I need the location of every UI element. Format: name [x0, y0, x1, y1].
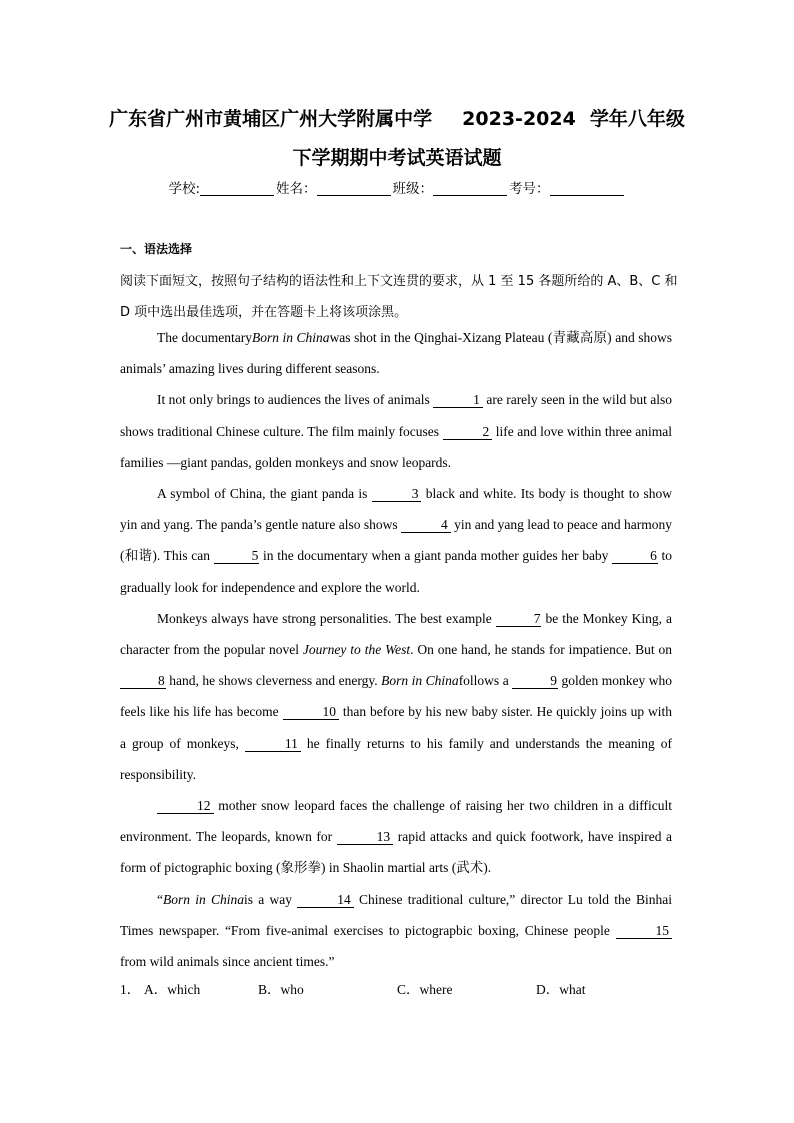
- blank-12: 12: [157, 798, 214, 814]
- option-c[interactable]: C．where: [397, 982, 453, 997]
- school-field[interactable]: [200, 181, 274, 196]
- film-title: Born in China: [381, 673, 459, 689]
- reading-passage: [120, 322, 672, 977]
- title-school: 广东省广州市黄埔区广州大学附属中学: [109, 108, 433, 130]
- blank-4: 4: [401, 517, 451, 533]
- name-field[interactable]: [317, 181, 391, 196]
- option-b[interactable]: B．who: [258, 982, 304, 997]
- blank-2: 2: [443, 424, 493, 440]
- blank-8: 8: [120, 673, 166, 689]
- blank-9: 9: [512, 673, 558, 689]
- blank-3: 3: [372, 486, 422, 502]
- blank-15: 15: [616, 923, 673, 939]
- class-label: 班级：: [392, 181, 434, 197]
- film-title: Born in China: [252, 330, 330, 345]
- exam-title-line2: 下学期期中考试英语试题: [292, 147, 502, 169]
- number-field[interactable]: [550, 181, 624, 196]
- option-d[interactable]: D．what: [536, 982, 586, 997]
- blank-11: 11: [245, 736, 301, 752]
- paragraph-4: Monkeys always have strong personalities. The best example 7 be the Monkey King, a character from the popular novel Journey to the West. On one hand, he stands for impatience. But on 8 hand, he shows cleverness and energy. Born in Chinafollows a 9 golden monkey who feels like his life has become 10 than before by his new baby sister. He quickly joins up with a group of monkeys, 11 he finally returns to his family and understands the meaning of responsibility.: [120, 610, 673, 782]
- section-instruction: 阅读下面短文，按照句子结构的语法性和上下文连贯的要求，从 1 至 15 各题所给的 A、B、C 和 D 项中选出最佳选项，并在答题卡上将该项涂黑。: [120, 274, 678, 320]
- school-label: 学校:: [168, 181, 201, 197]
- title-year: 2023-2024: [462, 108, 576, 130]
- question-number: 1．: [120, 982, 141, 997]
- paragraph-6: “Born in Chinais a way 14 Chinese traditional culture,” director Lu told the Binhai Times newspaper. “From five-animal exercises to pictograpbic boxing, Chinese people 15 from wild animals since ancient times.”: [120, 891, 672, 970]
- blank-13: 13: [337, 829, 394, 845]
- paragraph-3: A symbol of China, the giant panda is 3 black and white. Its body is thought to show yin and yang. The panda’s gentle nature also shows 4 yin and yang lead to peace and harmony (和谐). This can 5 in the documentary when a giant panda mother guides her baby 6 to gradually look for independence and explore the world.: [120, 486, 673, 595]
- blank-1: 1: [433, 392, 483, 408]
- paragraph-1: The documentaryBorn in Chinawas shot in the Qinghai-Xizang Plateau (青藏高原) and shows animals’ amazing lives during different seasons.: [120, 330, 672, 377]
- blank-6: 6: [612, 548, 658, 564]
- blank-10: 10: [283, 704, 340, 720]
- film-title: Born in China: [163, 891, 244, 907]
- student-info-line: [0, 177, 794, 197]
- blank-7: 7: [496, 611, 542, 627]
- novel-title: Journey to the West: [302, 642, 411, 658]
- option-a[interactable]: A．which: [144, 982, 201, 997]
- class-field[interactable]: [433, 181, 507, 196]
- exam-title-line1: [0, 104, 794, 131]
- number-label: 考号：: [509, 181, 550, 197]
- blank-14: 14: [297, 892, 354, 908]
- blank-5: 5: [214, 548, 260, 564]
- section-heading: 一、语法选择: [120, 242, 193, 256]
- paragraph-5: 12 mother snow leopard faces the challenge of raising her two children in a difficult environment. The leopards, known for 13 rapid attacks and quick footwork, have inspired a form of pictographic boxing (象形拳) in Shaolin martial arts (武术).: [120, 798, 673, 876]
- paragraph-2: It not only brings to audiences the lives of animals 1 are rarely seen in the wild but also shows traditional Chinese culture. The film mainly focuses 2 life and love within three animal families —giant pandas, golden monkeys and snow leopards.: [120, 392, 673, 470]
- title-grade: 学年八年级: [589, 108, 685, 130]
- name-label: 姓名：: [276, 181, 317, 197]
